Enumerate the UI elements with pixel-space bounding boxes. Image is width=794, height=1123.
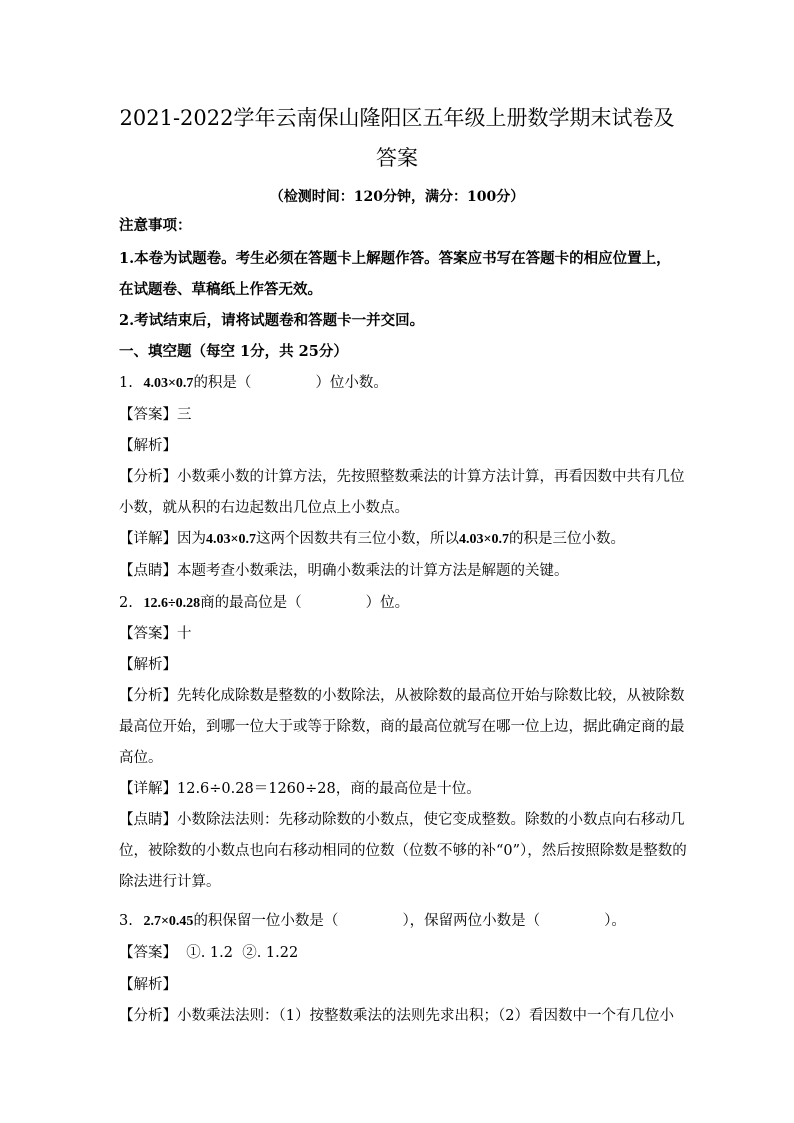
analysis-label: 【解析】: [119, 977, 177, 993]
question-2: [119, 593, 409, 614]
xiangjie-text: 的积是三位小数。: [508, 531, 625, 547]
notes-item-1-cont: 在试题卷、草稿纸上作答无效。: [119, 281, 322, 298]
answer-line: 【答案】十: [119, 626, 192, 642]
notes-item-1: 1.本卷为试题卷。考生必须在答题卡上解题作答。答案应书写在答题卡的相应位置上，: [119, 250, 671, 267]
analysis-dianjing: 【点睛】本题考查小数乘法，明确小数乘法的计算方法是解题的关键。: [119, 563, 569, 579]
analysis-label: 【解析】: [119, 438, 177, 454]
document-title-line1: 2021-2022学年云南保山隆阳区五年级上册数学期末试卷及: [119, 106, 675, 130]
analysis-fenxi: 【分析】先转化成除数是整数的小数除法，从被除数的最高位开始与除数比较，从被除数: [119, 688, 685, 704]
question-text: ）位。: [365, 595, 410, 611]
question-text: 的积保留一位小数是（: [193, 913, 339, 929]
notes-heading: 注意事项：: [119, 217, 192, 234]
analysis-label: 【解析】: [119, 657, 177, 673]
answer-line: 【答案】三: [119, 407, 192, 423]
question-text: 的积是（: [193, 375, 252, 391]
analysis-xiangjie: 【详解】12.6÷0.28＝1260÷28，商的最高位是十位。: [119, 781, 481, 797]
math-expression: 12.6÷0.28: [143, 596, 201, 611]
question-text: ），保留两位小数是（: [402, 913, 541, 929]
analysis-fenxi: 【分析】小数乘小数的计算方法，先按照整数乘法的计算方法计算，再看因数中共有几位: [119, 469, 685, 485]
math-expression: 4.03×0.7: [458, 532, 509, 547]
question-text: ）。: [604, 913, 626, 929]
xiangjie-text: 【详解】因为: [119, 531, 206, 547]
question-number: 2.: [119, 595, 133, 611]
analysis-fenxi: 【分析】小数乘法法则：（1）按整数乘法的法则先求出积；（2）看因数中一个有几位小: [119, 1008, 674, 1024]
analysis-fenxi-cont: 最高位开始，到哪一位大于或等于除数，商的最高位就写在哪一位上边，据此确定商的最: [119, 719, 685, 735]
question-text: 商的最高位是（: [200, 595, 302, 611]
analysis-xiangjie: [119, 529, 625, 550]
exam-time-info: （检测时间：120分钟，满分：100分）: [269, 189, 525, 205]
question-text: ）位小数。: [315, 375, 388, 391]
question-1: [119, 373, 388, 394]
xiangjie-text: 这两个因数共有三位小数，所以: [255, 531, 459, 547]
notes-item-2: 2.考试结束后，请将试题卷和答题卡一并交回。: [119, 312, 425, 329]
analysis-dianjing-cont: 除法进行计算。: [119, 874, 221, 890]
math-expression: 4.03×0.7: [206, 532, 256, 547]
question-3: [119, 911, 626, 932]
analysis-dianjing-cont: 位，被除数的小数点也向右移动相同的位数（位数不够的补“0”），然后按照除数是整数的: [119, 843, 687, 859]
analysis-fenxi-cont: 小数，就从积的右边起数出几位点上小数点。: [119, 500, 409, 516]
analysis-fenxi-cont: 高位。: [119, 750, 163, 766]
analysis-dianjing: 【点睛】小数除法法则：先移动除数的小数点，使它变成整数。除数的小数点向右移动几: [119, 812, 685, 828]
document-title-line2: 答案: [376, 146, 418, 170]
question-number: 1.: [119, 375, 133, 391]
math-expression: 4.03×0.7: [143, 376, 194, 391]
answer-line: 【答案】 ①. 1.2 ②. 1.22: [119, 945, 299, 961]
question-number: 3.: [119, 913, 133, 929]
section-heading-fill-blank: 一、填空题（每空 1分，共 25分）: [119, 343, 348, 360]
math-expression: 2.7×0.45: [143, 914, 194, 929]
